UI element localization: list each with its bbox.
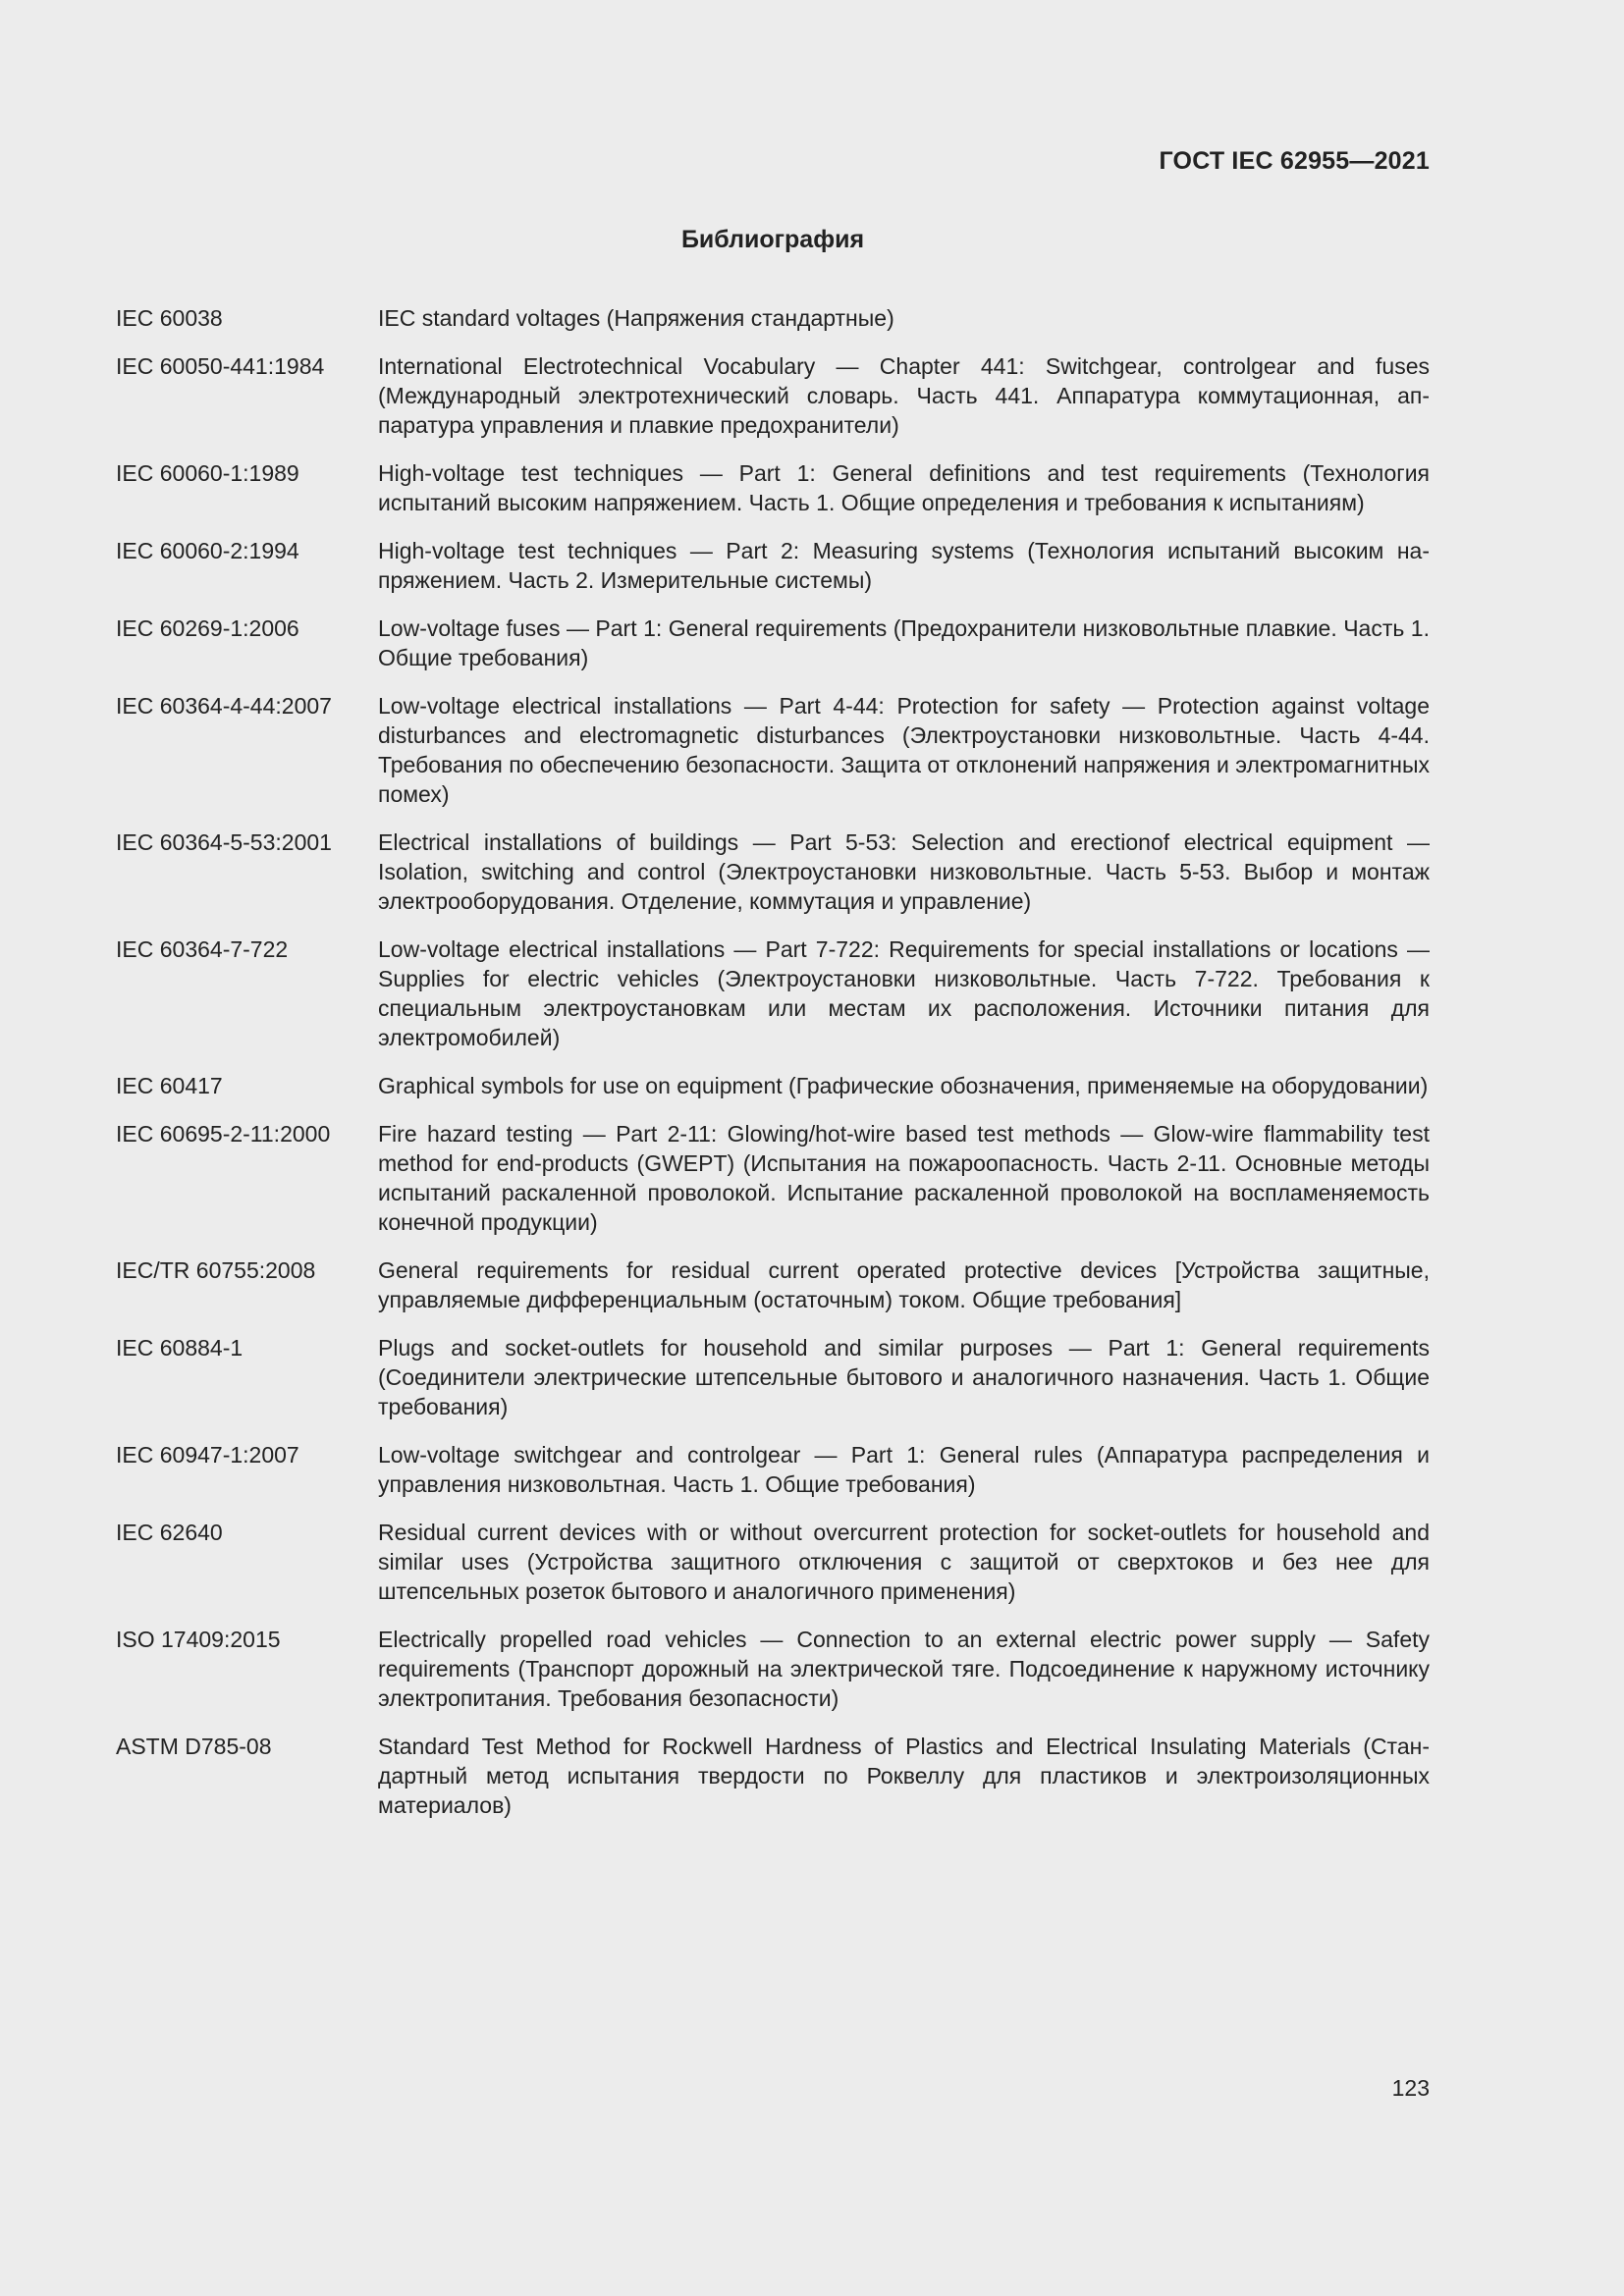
entry-reference: ISO 17409:2015 (116, 1627, 281, 1652)
document-code: ГОСТ IEC 62955—2021 (1159, 147, 1430, 175)
bibliography-entry (116, 614, 1430, 672)
entry-reference: IEC 60364-7-722 (116, 936, 289, 962)
entry-reference: IEC 60060-1:1989 (116, 460, 299, 486)
entry-description: Low-voltage fuses — Part 1: General requirements (Предохранители низковольтные плавкие. Часть 1. Общие требования) (378, 615, 1430, 670)
entry-description: Low-voltage switchgear and controlgear — Part 1: General rules (Аппаратура распределения и управления низковольтная. Часть 1. Общие требования) (378, 1442, 1430, 1497)
bibliography-entry (116, 1625, 1430, 1713)
bibliography-entry (116, 934, 1430, 1052)
bibliography-entry (116, 351, 1430, 440)
entry-reference: IEC 60364-4-44:2007 (116, 693, 332, 719)
bibliography-entry (116, 1119, 1430, 1237)
bibliography-entry (116, 1518, 1430, 1606)
bibliography-entry (116, 1071, 1430, 1100)
bibliography-entry (116, 1440, 1430, 1499)
entry-reference: ASTM D785-08 (116, 1734, 272, 1759)
entry-description: Graphical symbols for use on equipment (Графические обозначения, применяемые на оборудовании) (378, 1073, 1429, 1098)
entry-reference: IEC 60695-2-11:2000 (116, 1121, 331, 1147)
bibliography-entry (116, 691, 1430, 809)
section-title: Библиография (680, 226, 865, 253)
entry-description: Standard Test Method for Rockwell Hardness of Plastics and Electrical Insulating Materials (Стандартный метод испытания твердости по Роквеллу для пластиков и электроизоляционных материалов) (378, 1734, 1430, 1818)
entry-description: Residual current devices with or without overcurrent protection for socket-outlets for household and similar uses (Устройства защитного отключения с защитой от сверхтоков и без нее для штепсельных розеток бытового и аналогичного применения) (378, 1520, 1430, 1604)
bibliography-entry (116, 1732, 1430, 1820)
page-number: 123 (1391, 2075, 1430, 2101)
bibliography-entry (116, 1333, 1430, 1421)
bibliography-entry (116, 536, 1430, 595)
entry-description: Fire hazard testing — Part 2-11: Glowing/hot-wire based test methods — Glow-wire flammability test method for end-products (GWEPT) (Испытания на пожароопасность. Часть 2-11. Основные методы испытаний раскаленной проволокой. Испытание раскаленной проволокой на воспламеняемость конечной продукции) (378, 1121, 1430, 1235)
entry-reference: IEC 62640 (116, 1520, 223, 1545)
entry-description: International Electrotechnical Vocabulary — Chapter 441: Switchgear, controlgear and fuses (Международный электротехнический словарь. Часть 441. Аппаратура коммутационная, аппаратура управления и плавкие предохранители) (378, 353, 1430, 438)
entry-reference: IEC 60417 (116, 1073, 223, 1098)
entry-reference: IEC 60060-2:1994 (116, 538, 299, 563)
entry-description: Low-voltage electrical installations — Part 4-44: Protection for safety — Protection against voltage disturbances and electromagnetic disturbances (Электроустановки низковольтные. Часть 4-44. Требования по обеспечению безопасности. Защита от отклонений напряжения и электромагнитных помех) (378, 693, 1430, 807)
entry-description: High-voltage test techniques — Part 2: Measuring systems (Технология испытаний высоким напряжением. Часть 2. Измерительные системы) (378, 538, 1430, 593)
entry-description: Electrical installations of buildings — Part 5-53: Selection and erectionof electrical equipment — Isolation, switching and control (Электроустановки низковольтные. Часть 5-53. Выбор и монтаж электрооборудования. Отделение, коммутация и управление) (378, 829, 1430, 914)
entry-description: General requirements for residual current operated protective devices [Устройства защитные, управляемые дифференциальным (остаточным) током. Общие требования] (378, 1257, 1430, 1312)
entry-reference: IEC 60364-5-53:2001 (116, 829, 332, 855)
entry-description: Plugs and socket-outlets for household and similar purposes — Part 1: General requirements (Соединители электрические штепсельные бытового и аналогичного назначения. Часть 1. Общие требования) (378, 1335, 1430, 1419)
entry-reference: IEC 60884-1 (116, 1335, 244, 1361)
entry-description: Low-voltage electrical installations — Part 7-722: Requirements for special installations or locations — Supplies for electric vehicles (Электроустановки низковольтные. Часть 7-722. Требования к специальным электроустановкам или местам их расположения. Источники питания для электромобилей) (378, 936, 1430, 1050)
entry-description: Electrically propelled road vehicles — Connection to an external electric power supply — Safety requirements (Транспорт дорожный на электрической тяге. Подсоединение к наружному источнику электропитания. Требования безопасности) (378, 1627, 1430, 1711)
entry-description: High-voltage test techniques — Part 1: General definitions and test requirements (Технология испытаний высоким напряжением. Часть 1. Общие определения и требования к испытаниям) (378, 460, 1430, 515)
entry-description: IEC standard voltages (Напряжения стандартные) (378, 305, 894, 331)
entry-reference: IEC 60269-1:2006 (116, 615, 299, 641)
bibliography-entry (116, 1255, 1430, 1314)
bibliography-entry (116, 303, 1430, 333)
entry-reference: IEC/TR 60755:2008 (116, 1257, 316, 1283)
bibliography-entry (116, 458, 1430, 517)
entry-reference: IEC 60050-441:1984 (116, 353, 325, 379)
entry-reference: IEC 60947-1:2007 (116, 1442, 299, 1468)
bibliography-list (116, 303, 1430, 1839)
bibliography-entry (116, 828, 1430, 916)
entry-reference: IEC 60038 (116, 305, 223, 331)
